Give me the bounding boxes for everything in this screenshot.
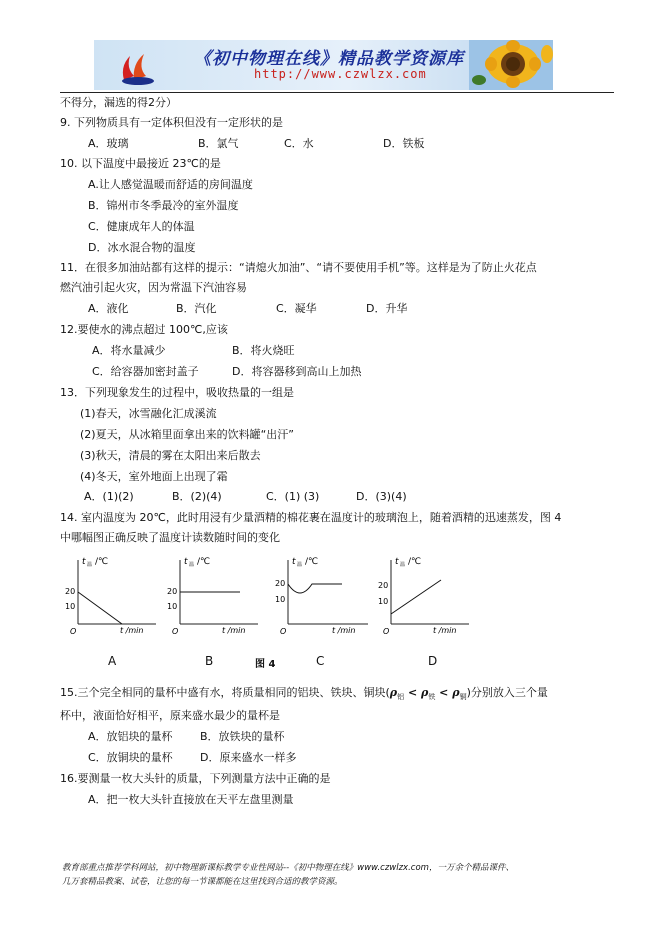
site-logo-icon: [116, 46, 156, 86]
graph-d-y-sub: 温: [400, 562, 406, 568]
graph-d-tick-10: 10: [378, 597, 389, 606]
q15-option-c: C．放铜块的量杯: [88, 751, 173, 764]
q12-option-b: B．将火烧旺: [232, 344, 295, 357]
graph-c-y-unit: /℃: [305, 557, 319, 567]
graph-a-y-unit: /℃: [95, 557, 109, 567]
q13-option-d: D．(3)(4): [356, 490, 407, 503]
footer-line1: 教育部重点推荐学科网站，初中物理新课标教学专业性网站--《初中物理在线》www.czwlzx.com，一万余个精品课件、: [62, 863, 514, 873]
graph-a-y-label: t: [82, 557, 86, 567]
header-rule: [60, 92, 614, 93]
graph-label-b: B: [205, 654, 214, 668]
q11-stem-line2: 燃汽油引起火灾，因为常温下汽油容易: [60, 281, 247, 294]
graph-d-tick-20: 20: [378, 581, 389, 590]
q15-sub-al: 铝: [397, 693, 405, 702]
q14-stem-line2: 中哪幅图正确反映了温度计读数随时间的变化: [60, 531, 280, 544]
graph-label-c: C: [316, 654, 325, 668]
header-title: 《初中物理在线》精品教学资源库: [194, 49, 464, 69]
q15-lt-2: <: [435, 686, 453, 699]
graph-d-y-unit: /℃: [408, 557, 422, 567]
q10-option-d: D．冰水混合物的温度: [88, 241, 196, 254]
q15-stem-part1: 15.三个完全相同的量杯中盛有水，将质量相同的铝块、铁块、铜块(: [60, 686, 390, 699]
q13-item-4: (4)冬天，室外地面上出现了霜: [80, 470, 228, 483]
q13-stem: 13．下列现象发生的过程中，吸收热量的一组是: [60, 386, 294, 399]
q16-option-a: A．把一枚大头针直接放在天平左盘里测量: [88, 793, 294, 806]
graph-d-origin: O: [383, 627, 390, 636]
graph-b: [164, 552, 260, 638]
graph-a-x-label: t /min: [120, 626, 144, 635]
graph-c-tick-10: 10: [275, 595, 286, 604]
q13-item-3: (3)秋天，清晨的雾在太阳出来后散去: [80, 449, 261, 462]
q11-option-c: C．凝华: [276, 302, 317, 315]
q15-lt-1: <: [404, 686, 422, 699]
graph-d-y-label: t: [395, 557, 399, 567]
header-banner: [94, 40, 553, 90]
graph-c-y-label: t: [292, 557, 296, 567]
q15-option-d: D．原来盛水一样多: [200, 751, 297, 764]
graph-c-curve: [288, 584, 342, 593]
intro-line: 不得分，漏选的得2分）: [60, 96, 177, 109]
graph-b-tick-10: 10: [167, 602, 178, 611]
q13-option-a: A．(1)(2): [84, 490, 134, 503]
graph-c: [270, 552, 370, 638]
q10-option-b: B．锦州市冬季最冷的室外温度: [88, 199, 239, 212]
q13-item-1: (1)春天，冰雪融化汇成溪流: [80, 407, 217, 420]
q12-option-a: A．将水量减少: [92, 344, 166, 357]
q9-option-b: B．氯气: [198, 137, 239, 150]
figure-label: 图 4: [255, 659, 276, 670]
graph-b-y-label: t: [184, 557, 188, 567]
graph-c-y-sub: 温: [297, 562, 303, 568]
q13-item-2: (2)夏天，从冰箱里面拿出来的饮料罐“出汗”: [80, 428, 294, 441]
footer-line2: 几万套精品教案、试卷，让您的每一节课都能在这里找到合适的教学资源。: [62, 877, 343, 887]
q13-option-c: C．(1) (3): [266, 490, 320, 503]
q10-stem: 10. 以下温度中最接近 23℃的是: [60, 157, 221, 170]
q15-stem-part2: )分别放入三个量: [466, 686, 548, 699]
q15-rho-3: ρ: [452, 686, 460, 699]
q11-option-a: A．液化: [88, 302, 129, 315]
graph-b-tick-20: 20: [167, 587, 178, 596]
q16-stem: 16.要测量一枚大头针的质量，下列测量方法中正确的是: [60, 772, 331, 785]
q9-option-d: D．铁板: [383, 137, 425, 150]
q14-stem-line1: 14. 室内温度为 20℃，此时用浸有少量酒精的棉花裹在温度计的玻璃泡上，随着酒精的迅速蒸发，图 4: [60, 511, 562, 524]
graph-b-origin: O: [172, 627, 179, 636]
graph-a-tick-20: 20: [65, 587, 76, 596]
q11-stem-line1: 11．在很多加油站都有这样的提示：“请熄火加油”、“请不要使用手机”等。这样是为了防止火花点: [60, 261, 537, 274]
graph-label-d: D: [428, 654, 438, 668]
q12-option-d: D．将容器移到高山上加热: [232, 365, 362, 378]
q15-rho-1: ρ: [389, 686, 398, 699]
q15-stem-line1: [60, 686, 548, 704]
graph-c-origin: O: [280, 627, 287, 636]
graph-c-tick-20: 20: [275, 579, 286, 588]
graph-a-curve: [78, 592, 122, 624]
graph-d-x-label: t /min: [433, 626, 457, 635]
graph-b-y-sub: 温: [189, 562, 195, 568]
q10-option-c: C．健康成年人的体温: [88, 220, 195, 233]
q15-option-b: B．放铁块的量杯: [200, 730, 285, 743]
q15-stem-line2: 杯中，液面恰好相平，原来盛水最少的量杯是: [60, 709, 280, 722]
graph-b-x-label: t /min: [222, 626, 246, 635]
q11-option-b: B．汽化: [176, 302, 217, 315]
graph-a: [62, 552, 158, 638]
graph-label-a: A: [108, 654, 117, 668]
graph-d-curve: [391, 580, 441, 614]
header-url[interactable]: http://www.czwlzx.com: [254, 67, 427, 81]
q9-option-c: C．水: [284, 137, 314, 150]
q12-stem: 12.要使水的沸点超过 100℃,应该: [60, 323, 228, 336]
q12-option-c: C．给容器加密封盖子: [92, 365, 199, 378]
q9-stem: 9. 下列物质具有一定体积但没有一定形状的是: [60, 116, 283, 129]
q10-option-a: A.让人感觉温暖而舒适的房间温度: [88, 178, 253, 191]
graph-a-origin: O: [70, 627, 77, 636]
q11-option-d: D．升华: [366, 302, 408, 315]
q15-option-a: A．放铝块的量杯: [88, 730, 173, 743]
sunflower-icon: [469, 40, 553, 90]
q15-sub-cu: 铜: [459, 693, 467, 702]
graph-a-tick-10: 10: [65, 602, 76, 611]
graph-b-y-unit: /℃: [197, 557, 211, 567]
q15-sub-fe: 铁: [428, 693, 436, 702]
q15-rho-2: ρ: [421, 686, 429, 699]
q9-option-a: A．玻璃: [88, 137, 129, 150]
graph-a-y-sub: 温: [87, 562, 93, 568]
graph-d: [375, 552, 471, 638]
q13-option-b: B．(2)(4): [172, 490, 222, 503]
graph-c-x-label: t /min: [332, 626, 356, 635]
